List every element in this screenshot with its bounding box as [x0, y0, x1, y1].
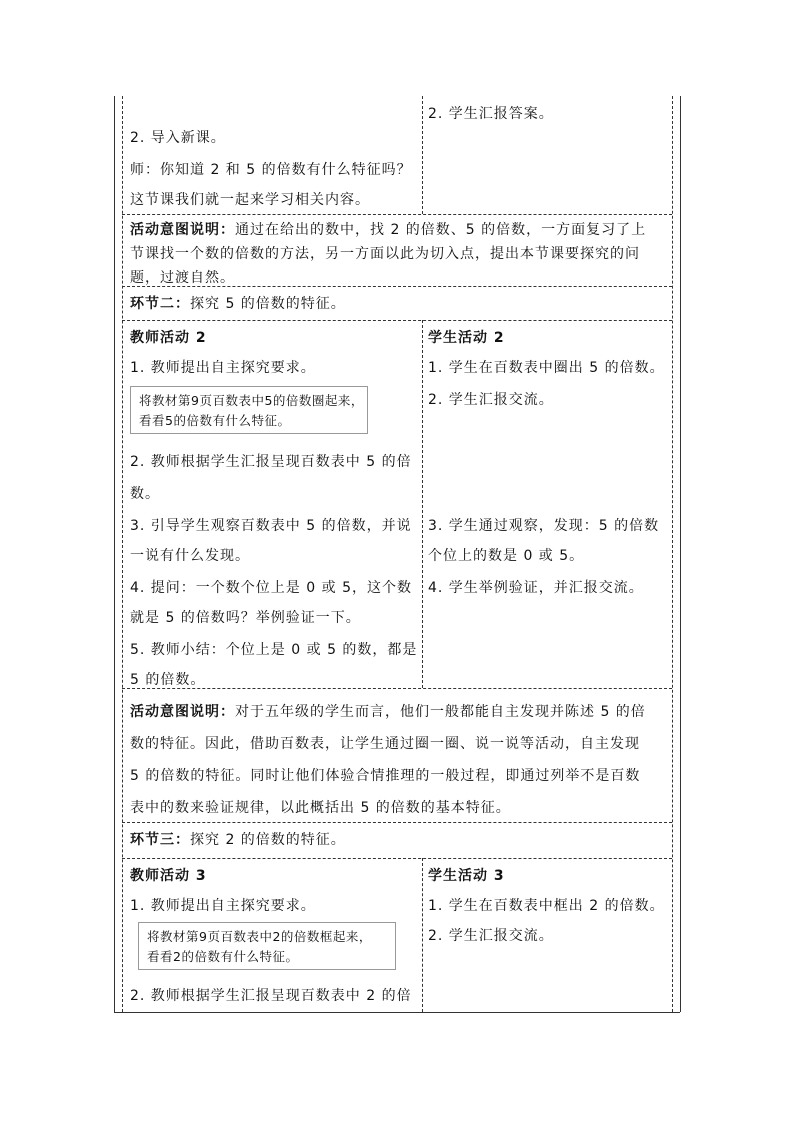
intent-line: 节课找一个数的倍数的方法，另一方面以此为切入点，提出本节课要探究的问 — [130, 246, 640, 262]
list-item: 2. 学生汇报交流。 — [428, 392, 554, 408]
teacher-activity-heading: 教师活动 3 — [130, 868, 207, 884]
row-divider — [122, 822, 672, 823]
list-item: 师：你知道 2 和 5 的倍数有什么特征吗？ — [130, 162, 412, 178]
column-divider — [422, 320, 423, 688]
list-item: 5 的倍数。 — [130, 672, 206, 688]
list-item: 1. 教师提出自主探究要求。 — [130, 898, 316, 914]
table-right-border — [680, 96, 681, 1012]
table-right-inner-border — [672, 96, 673, 1012]
intent-line: 数的特征。因此，借助百数表，让学生通过圈一圈、说一说等活动，自主发现 — [130, 736, 640, 752]
intent-label: 活动意图说明： — [130, 222, 235, 238]
list-item: 1. 教师提出自主探究要求。 — [130, 360, 316, 376]
row-divider — [122, 858, 672, 859]
row-divider — [122, 214, 672, 215]
list-item: 2. 教师根据学生汇报呈现百数表中 2 的倍 — [130, 988, 412, 1004]
intent-line: 题，过渡自然。 — [130, 270, 235, 286]
list-item: 5. 教师小结：个位上是 0 或 5 的数，都是 — [130, 642, 418, 658]
column-divider — [422, 96, 423, 214]
list-item: 2. 教师根据学生汇报呈现百数表中 5 的倍 — [130, 454, 412, 470]
section-heading: 环节三：探究 2 的倍数的特征。 — [130, 832, 346, 848]
list-item: 一说有什么发现。 — [130, 548, 250, 564]
list-item: 2. 导入新课。 — [130, 130, 226, 146]
requirement-box — [130, 386, 368, 434]
list-item: 2. 学生汇报交流。 — [428, 928, 554, 944]
list-item: 3. 引导学生观察百数表中 5 的倍数，并说 — [130, 518, 412, 534]
box-line: 看看2的倍数有什么特征。 — [147, 949, 299, 964]
list-item: 3. 学生通过观察，发现：5 的倍数 — [428, 518, 660, 534]
lesson-table — [114, 96, 680, 1012]
column-divider — [422, 858, 423, 1012]
intent-line: 5 的倍数的特征。同时让他们体验合情推理的一般过程，即通过列举不是百数 — [130, 768, 641, 784]
list-item: 就是 5 的倍数吗？举例验证一下。 — [130, 610, 361, 626]
table-left-border — [114, 96, 115, 1012]
list-item: 数。 — [130, 486, 160, 502]
row-divider — [122, 320, 672, 321]
requirement-box — [138, 922, 396, 970]
box-line: 将教材第9页百数表中5的倍数圈起来， — [139, 393, 364, 408]
list-item: 1. 学生在百数表中框出 2 的倍数。 — [428, 898, 665, 914]
list-item: 1. 学生在百数表中圈出 5 的倍数。 — [428, 360, 665, 376]
list-item: 4. 提问：一个数个位上是 0 或 5，这个数 — [130, 580, 412, 596]
student-activity-heading: 学生活动 2 — [428, 330, 505, 346]
teacher-activity-heading: 教师活动 2 — [130, 330, 207, 346]
section-heading: 环节二：探究 5 的倍数的特征。 — [130, 296, 346, 312]
box-line: 看看5的倍数有什么特征。 — [139, 413, 291, 428]
intent-line: 表中的数来验证规律，以此概括出 5 的倍数的基本特征。 — [130, 800, 511, 816]
row-divider — [122, 286, 672, 287]
list-item: 这节课我们就一起来学习相关内容。 — [130, 192, 370, 208]
intent-paragraph: 活动意图说明：对于五年级的学生而言，他们一般都能自主发现并陈述 5 的倍 — [130, 704, 646, 720]
intent-paragraph: 活动意图说明：通过在给出的数中，找 2 的倍数、5 的倍数，一方面复习了上 — [130, 222, 647, 238]
list-item: 2. 学生汇报答案。 — [428, 106, 554, 122]
box-line: 将教材第9页百数表中2的倍数框起来， — [147, 929, 372, 944]
row-divider — [122, 688, 672, 689]
student-activity-heading: 学生活动 3 — [428, 868, 505, 884]
table-left-inner-border — [122, 96, 123, 1012]
table-bottom-border — [114, 1012, 680, 1013]
list-item: 4. 学生举例验证，并汇报交流。 — [428, 580, 644, 596]
list-item: 个位上的数是 0 或 5。 — [428, 548, 585, 564]
intent-label: 活动意图说明： — [130, 704, 235, 720]
